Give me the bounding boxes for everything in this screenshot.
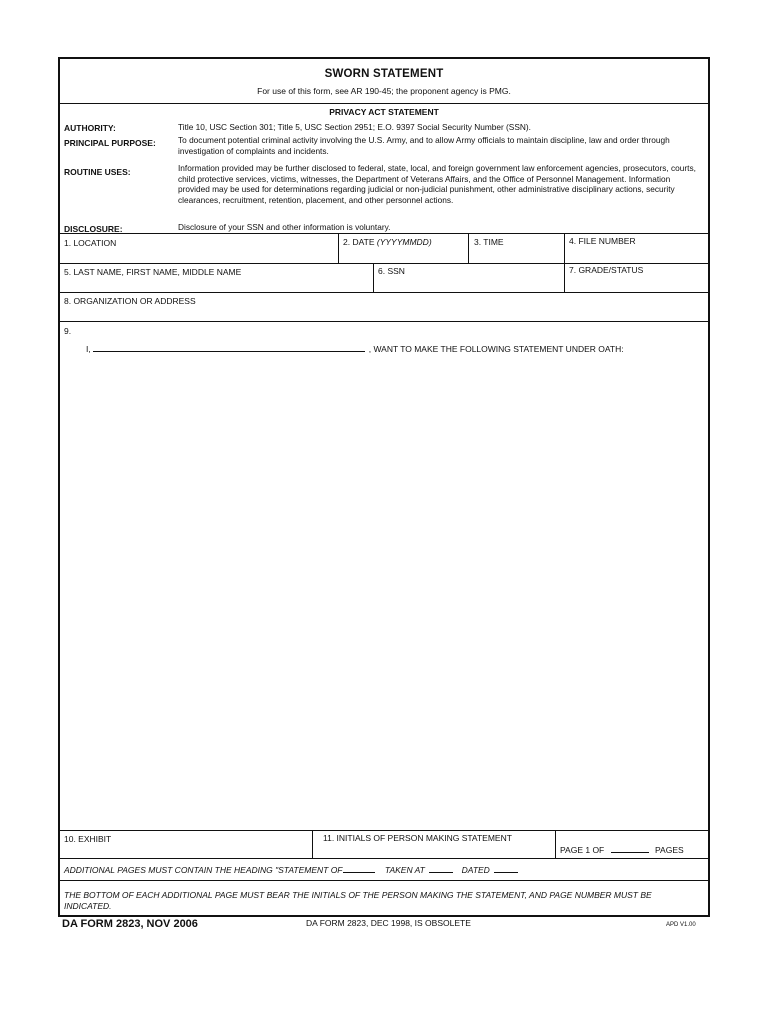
privacy-act-title: PRIVACY ACT STATEMENT: [329, 107, 439, 117]
page-prefix: PAGE 1 OF: [560, 845, 605, 855]
heading-note-part3: DATED: [461, 865, 490, 875]
statement-body-area[interactable]: [62, 355, 706, 829]
total-pages-input[interactable]: [611, 844, 649, 853]
page-suffix: PAGES: [655, 845, 684, 855]
heading-note-part2: TAKEN AT: [384, 865, 425, 875]
date-field[interactable]: [343, 237, 432, 247]
heading-note-part1: ADDITIONAL PAGES MUST CONTAIN THE HEADING "STATEMENT OF: [64, 865, 343, 875]
row-divider: [60, 830, 708, 831]
additional-pages-note: [64, 864, 518, 875]
date-label: 2. DATE: [343, 237, 375, 247]
row-divider: [60, 858, 708, 859]
row-divider: [60, 321, 708, 322]
row-divider: [60, 292, 708, 293]
sworn-statement-form: [58, 57, 710, 917]
oath-prefix: I,: [86, 344, 91, 354]
form-subtitle: For use of this form, see AR 190-45; the proponent agency is PMG.: [257, 86, 511, 96]
location-field[interactable]: 1. LOCATION: [64, 238, 117, 248]
authority-label: AUTHORITY:: [64, 123, 116, 133]
oath-line: [86, 343, 624, 354]
form-id: DA FORM 2823, NOV 2006: [62, 918, 198, 930]
row-divider: [60, 233, 708, 234]
grade-status-field[interactable]: 7. GRADE/STATUS: [569, 265, 644, 275]
date-format: (YYYYMMDD): [376, 237, 432, 247]
form-title: SWORN STATEMENT: [324, 68, 444, 80]
oath-suffix: , WANT TO MAKE THE FOLLOWING STATEMENT UNDER OATH:: [368, 344, 624, 354]
time-field[interactable]: 3. TIME: [474, 237, 504, 247]
disclosure-text: Disclosure of your SSN and other information is voluntary.: [178, 222, 391, 232]
disclosure-label: DISCLOSURE:: [64, 224, 123, 234]
statement-number: 9.: [64, 326, 72, 336]
routine-uses-label: ROUTINE USES:: [64, 167, 131, 177]
page-count: [560, 844, 684, 855]
principal-purpose-label: PRINCIPAL PURPOSE:: [64, 138, 156, 148]
form-header: [60, 59, 708, 104]
file-number-field[interactable]: 4. FILE NUMBER: [569, 236, 636, 246]
authority-text: Title 10, USC Section 301; Title 5, USC Section 2951; E.O. 9397 Social Security Number (SSN).: [178, 122, 531, 132]
name-field[interactable]: 5. LAST NAME, FIRST NAME, MIDDLE NAME: [64, 267, 242, 277]
obsolete-note: DA FORM 2823, DEC 1998, IS OBSOLETE: [306, 918, 471, 928]
version-label: APD V1.00: [666, 922, 696, 928]
row-divider: [60, 263, 708, 264]
principal-purpose-text: To document potential criminal activity involving the U.S. Army, and to allow Army officials to maintain discipline, law and order through investigation of complaints and incidents.: [178, 135, 670, 156]
ssn-field[interactable]: 6. SSN: [378, 266, 405, 276]
initials-field[interactable]: 11. INITIALS OF PERSON MAKING STATEMENT: [323, 833, 512, 843]
name-blank-input[interactable]: [93, 343, 365, 352]
organization-field[interactable]: 8. ORGANIZATION OR ADDRESS: [64, 296, 196, 306]
routine-uses-text: Information provided may be further disclosed to federal, state, local, and foreign government law enforcement agencies, prosecutors, courts, child protective services, victims, witnesses, the Department of Veterans Affairs, and the Office of Personnel Management. Information provided may be used for determinations regarding judicial or non-judicial punishment, other administrative disciplinary actions, security clearances, recruitment, retention, placement, and other personnel actions.: [178, 163, 696, 205]
bottom-page-note: THE BOTTOM OF EACH ADDITIONAL PAGE MUST BEAR THE INITIALS OF THE PERSON MAKING THE STATEMENT, AND PAGE NUMBER MUST BE INDICATED.: [64, 890, 652, 911]
exhibit-field[interactable]: 10. EXHIBIT: [64, 834, 112, 844]
row-divider: [60, 880, 708, 881]
